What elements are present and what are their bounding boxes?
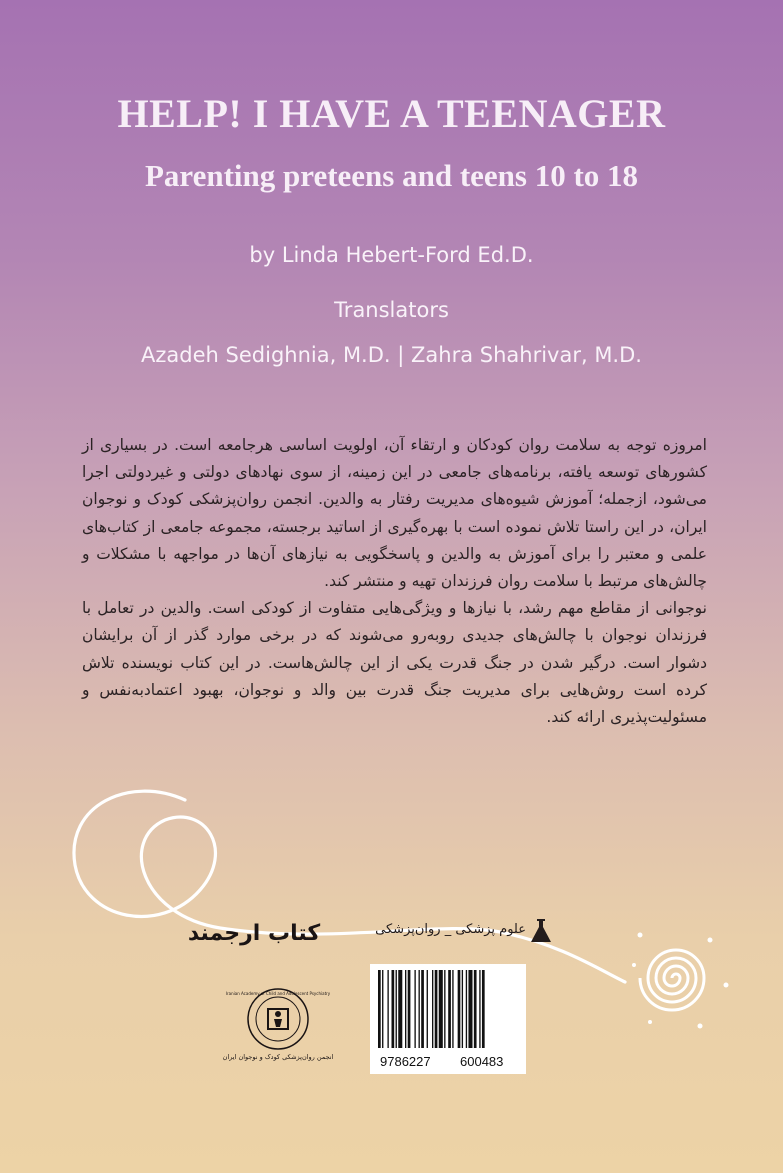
isbn-right-digits: 600483 — [460, 1054, 504, 1069]
translators-names: Azadeh Sedighnia, M.D. | Zahra Shahrivar, M.D. — [141, 343, 642, 367]
translators-label: Translators — [334, 298, 449, 322]
barcode-bar — [382, 970, 383, 1048]
back-cover-blurb — [82, 432, 707, 731]
barcode-bar — [398, 970, 402, 1048]
category-label: علوم پزشکی _ روان‌پزشکی — [375, 922, 526, 937]
barcode-bar — [479, 970, 480, 1048]
barcode-bar — [427, 970, 428, 1048]
barcode-bar — [387, 970, 388, 1048]
barcode-bars — [376, 970, 520, 1052]
barcode-bar — [462, 970, 463, 1048]
barcode-bar — [392, 970, 395, 1048]
book-subtitle: Parenting preteens and teens 10 to 18 — [144, 158, 639, 193]
book-title: HELP! I HAVE A TEENAGER — [117, 91, 666, 136]
barcode-bar — [466, 970, 467, 1048]
academy-logo — [222, 985, 334, 1063]
academy-name-fa: انجمن روان‌پزشکی کودک و نوجوان ایران — [222, 1053, 334, 1061]
barcode-bar — [432, 970, 433, 1048]
barcode-bar — [474, 970, 477, 1048]
barcode-bar — [452, 970, 453, 1048]
barcode-bar — [468, 970, 472, 1048]
barcode-bar — [482, 970, 485, 1048]
barcode-bar — [435, 970, 438, 1048]
blurb-paragraph-1: امروزه توجه به سلامت روان کودکان و ارتقاء آن، اولویت اساسی هرجامعه است. در بسیاری از کشورهای توسعه یافته، برنامه‌های جامعی در این زمینه، از سوی نهادهای دولتی و غیردولتی اجرا می‌شود، ازجمله؛ آموزش شیوه‌های مدیریت رفتار به والدین. انجمن روان‌پزشکی کودک و نوجوان ایران، در این راستا تلاش نموده است با بهره‌گیری از اساتید برجسته، مجموعه جامعی از کتاب‌های علمی و معتبر را برای آموزش به والدین و پاسخگویی به نیازهای آن‌ها در مواجهه با مشکلات و چالش‌های مرتبط با سلامت روان فرزندان تهیه و منتشر کند. — [82, 436, 707, 591]
barcode-bar — [419, 970, 420, 1048]
barcode-bar — [421, 970, 424, 1048]
barcode-bar — [405, 970, 406, 1048]
publisher-logo — [187, 912, 321, 952]
barcode-bar — [458, 970, 461, 1048]
blurb-paragraph-2: نوجوانی از مقاطع مهم رشد، با نیازها و ویژگی‌هایی متفاوت از کودکی است. والدین در تعامل با فرزندان نوجوان با چالش‌های جدیدی روبه‌رو می‌شوند که در برخی موارد گذر از آن برایشان دشوار است. درگیر شدن در جنگ قدرت یکی از این چالش‌هاست. در این کتاب نویسنده تلاش کرده است روش‌هایی برای مدیریت جنگ قدرت بین والد و نوجوان، بهبود اعتمادبه‌نفس و مسئولیت‌پذیری ارائه کند. — [82, 599, 707, 727]
barcode-bar — [448, 970, 451, 1048]
barcode-bar — [408, 970, 411, 1048]
isbn-barcode — [370, 964, 526, 1074]
spiral-icon — [640, 950, 704, 1010]
flask-icon — [530, 918, 552, 944]
academy-name-en: Iranian Academy of Child and Adolescent Psychiatry — [225, 991, 331, 996]
barcode-bar — [378, 970, 381, 1048]
barcode-bar — [396, 970, 397, 1048]
barcode-bar — [439, 970, 443, 1048]
barcode-bar — [414, 970, 415, 1048]
barcode-bar — [444, 970, 445, 1048]
isbn-left-digits: 9786227 — [380, 1054, 431, 1069]
author-line: by Linda Hebert-Ford Ed.D. — [249, 243, 534, 267]
publisher-logo-text: کتاب ارجمند — [187, 921, 321, 946]
